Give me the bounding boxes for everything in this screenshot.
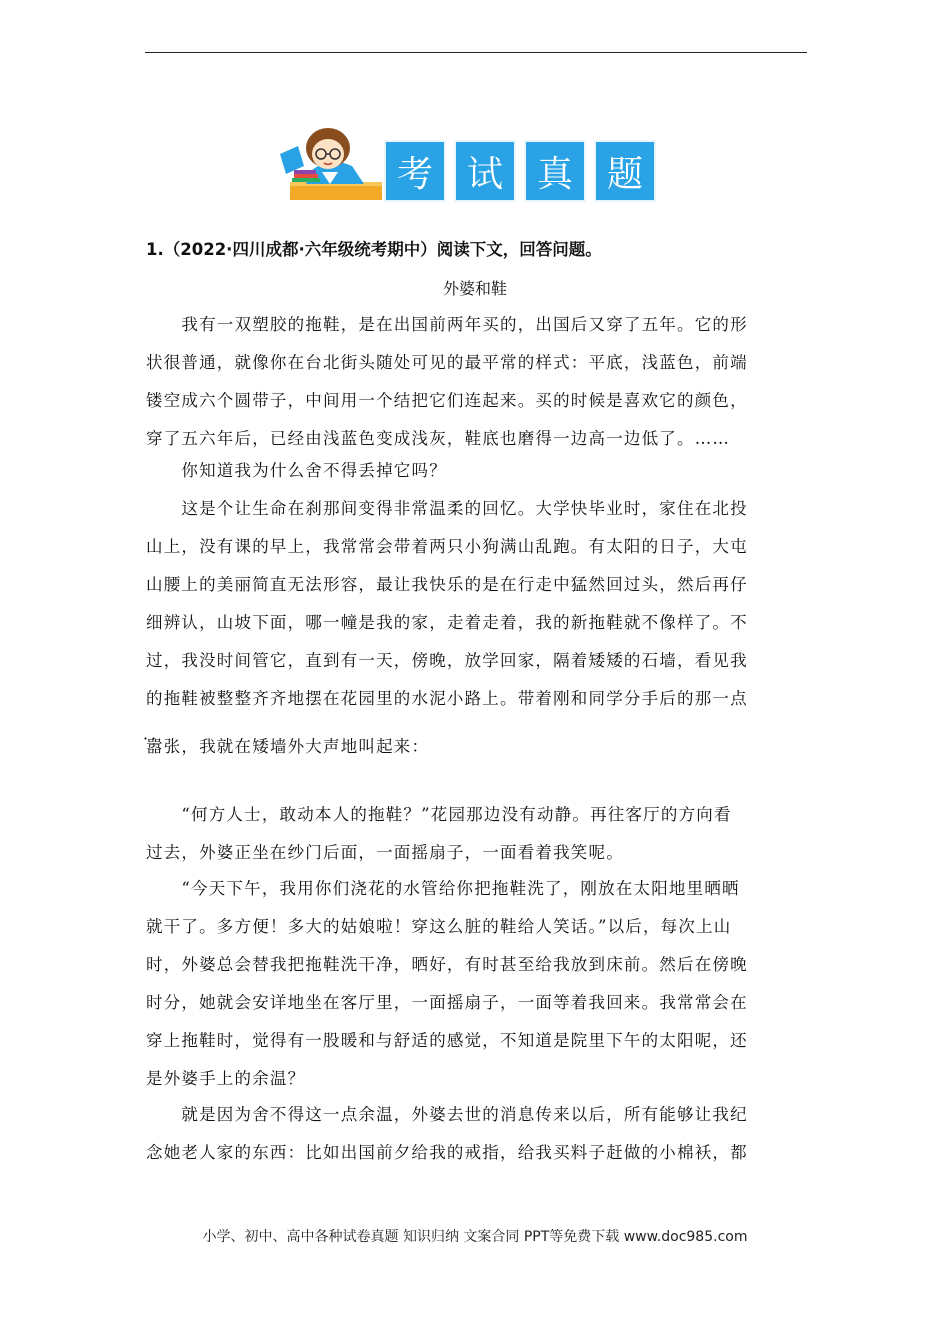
text-line: 穿了五六年后，已经由浅蓝色变成浅灰，鞋底也磨得一边高一边低了。…… [146,429,731,448]
text-line: 山腰上的美丽简直无法形容，最让我快乐的是在行走中猛然回过头，然后再仔 [146,575,748,594]
emphasized-word: ．． 嚣张 [146,737,181,756]
banner-tile: 试 [454,140,516,202]
text-line: “今天下午，我用你们浇花的水管给你把拖鞋洗了，刚放在太阳地里晒晒 [146,879,740,898]
text-line: 过去，外婆正坐在纱门后面，一面摇扇子，一面看着我笑呢。 [146,843,624,862]
text-line: 是外婆手上的余温？ [146,1069,306,1088]
paragraph-5 [146,870,808,1098]
text-line: 就是因为舍不得这一点余温，外婆去世的消息传来以后，所有能够让我纪 [146,1105,748,1124]
banner-tile: 真 [524,140,586,202]
text-line: 时，外婆总会替我把拖鞋洗干净，晒好，有时甚至给我放到床前。然后在傍晚 [146,955,748,974]
text-line: 念她老人家的东西：比如出国前夕给我的戒指，给我买料子赶做的小棉袄，都 [146,1143,748,1162]
text-line: 山上，没有课的早上，我常常会带着两只小狗满山乱跑。有太阳的日子，大屯 [146,537,748,556]
paragraph-4 [146,796,808,872]
student-reading-icon [272,126,382,202]
text-line: 我有一双塑胶的拖鞋，是在出国前两年买的，出国后又穿了五年。它的形 [146,315,748,334]
banner-tiles [384,140,656,202]
header-rule [145,52,807,53]
text-line: 过，我没时间管它，直到有一天，傍晚，放学回家，隔着矮矮的石墙，看见我 [146,651,748,670]
page-footer: 小学、初中、高中各种试卷真题 知识归纳 文案合同 PPT等免费下载 www.doc985.com [202,1229,748,1245]
text-line: 的拖鞋被整整齐齐地摆在花园里的水泥小路上。带着刚和同学分手后的那一点 [146,689,748,708]
text-line [146,728,808,766]
paragraph-6 [146,1096,808,1172]
text-line: 镂空成六个圆带子，中间用一个结把它们连起来。买的时候是喜欢它的颜色， [146,391,748,410]
exam-banner [272,126,672,202]
paragraph-2 [146,452,808,490]
banner-tile: 题 [594,140,656,202]
paragraph-3 [146,490,808,766]
article-title: 外婆和鞋 [442,279,507,298]
paragraph-1 [146,306,808,458]
text-line: 就干了。多方便！多大的姑娘啦！穿这么脏的鞋给人笑话。”以后，每次上山 [146,917,732,936]
text-line: 时分，她就会安详地坐在客厅里，一面摇扇子，一面等着我回来。我常常会在 [146,993,748,1012]
text-line: 穿上拖鞋时，觉得有一股暖和与舒适的感觉，不知道是院里下午的太阳呢，还 [146,1031,748,1050]
banner-tile: 考 [384,140,446,202]
text-line: 状很普通，就像你在台北街头随处可见的最平常的样式：平底，浅蓝色，前端 [146,353,748,372]
text-line: “何方人士，敢动本人的拖鞋？”花园那边没有动静。再往客厅的方向看 [146,805,732,824]
text-line: 这是个让生命在刹那间变得非常温柔的回忆。大学快毕业时，家住在北投 [146,499,748,518]
text-line: 你知道我为什么舍不得丢掉它吗？ [146,461,447,480]
text-line: 细辨认，山坡下面，哪一幢是我的家，走着走着，我的新拖鞋就不像样了。不 [146,613,748,632]
question-title: 1.（2022·四川成都·六年级统考期中）阅读下文，回答问题。 [146,240,602,259]
text-span: ，我就在矮墙外大声地叫起来： [181,737,430,756]
